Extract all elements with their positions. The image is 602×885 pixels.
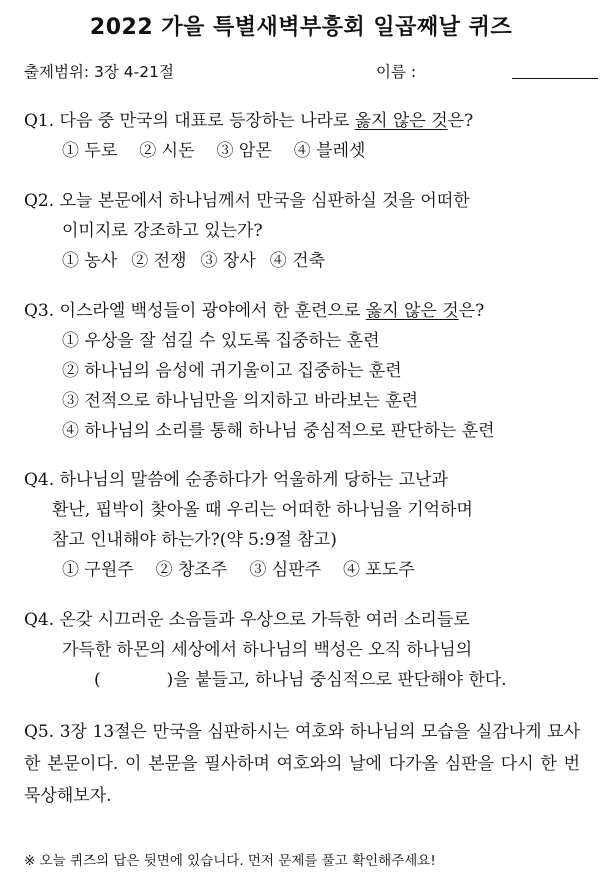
question-3-option-2: ② 하나님의 음성에 귀기울이고 집중하는 훈련 [62, 361, 402, 381]
question-4b-line-2: 가득한 하몬의 세상에서 하나님의 백성은 오직 하나님의 [62, 640, 473, 660]
footer-note: ※ 오늘 퀴즈의 답은 뒷면에 있습니다. 먼저 문제를 풀고 확인해주세요! [24, 853, 436, 869]
option: ④ 블레셋 [293, 141, 366, 161]
question-3-text: Q3. 이스라엘 백성들이 광야에서 한 훈련으로 옳지 않은 것은? [24, 301, 485, 321]
question-4a-line-2: 환난, 핍박이 찾아올 때 우리는 어떠한 하나님을 기억하며 [52, 500, 473, 520]
exam-scope: 출제범위: 3장 4-21절 [24, 63, 174, 81]
option: ② 창조주 [155, 560, 228, 580]
underlined-phrase: 옳지 않은 것 [354, 111, 448, 131]
question-4b-line-1: Q4. 온갖 시끄러운 소음들과 우상으로 가득한 여러 소리들로 [24, 610, 470, 630]
option: ④ 포도주 [343, 560, 415, 580]
question-2-line-1: Q2. 오늘 본문에서 하나님께서 만국을 심판하실 것을 어떠한 [24, 191, 470, 211]
option: ① 농사 [62, 251, 118, 271]
question-1-options [24, 136, 473, 166]
name-label: 이름 : [376, 63, 417, 81]
option: ② 전쟁 [131, 251, 187, 271]
option: ① 두로 [62, 141, 118, 161]
question-4a-line-1: Q4. 하나님의 말씀에 순종하다가 억울하게 당하는 고난과 [24, 470, 448, 490]
question-5: Q5. 3장 13절은 만국을 심판하시는 여호와 하나님의 모습을 실감나게 묘사한 본문이다. 이 본문을 필사하며 여호와의 날에 다가올 심판을 다시 한 번 묵상해보자. [24, 722, 580, 806]
question-3-option-3: ③ 전적으로 하나님만을 의지하고 바라보는 훈련 [62, 391, 419, 411]
underlined-phrase: 옳지 않은 것 [365, 301, 459, 321]
question-1-text: Q1. 다음 중 만국의 대표로 등장하는 나라로 옳지 않은 것은? [24, 111, 474, 131]
option: ④ 건축 [269, 251, 325, 271]
name-blank-line [512, 78, 598, 79]
option: ③ 장사 [200, 251, 256, 271]
quiz-meta [24, 60, 580, 84]
option: ③ 암몬 [216, 141, 272, 161]
question-3-option-1: ① 우상을 잘 섬길 수 있도록 집중하는 훈련 [62, 331, 380, 351]
option: ① 구원주 [62, 560, 134, 580]
question-4a [24, 465, 473, 585]
page-title: 2022 가을 특별새벽부흥회 일곱째날 퀴즈 [89, 15, 513, 40]
option: ② 시돈 [139, 141, 195, 161]
question-4a-line-3: 참고 인내해야 하는가?(약 5:9절 참고) [52, 530, 337, 550]
question-2-line-2: 이미지로 강조하고 있는가? [62, 221, 263, 241]
option: ③ 심판주 [249, 560, 322, 580]
question-4b [24, 605, 507, 695]
question-4a-options [24, 555, 473, 585]
question-1 [24, 106, 473, 166]
question-4b-line-3: ( )을 붙들고, 하나님 중심적으로 판단해야 한다. [94, 670, 507, 690]
question-3-option-4: ④ 하나님의 소리를 통해 하나님 중심적으로 판단하는 훈련 [62, 421, 495, 441]
question-2 [24, 186, 470, 276]
question-2-options [24, 246, 470, 276]
question-3 [24, 296, 495, 446]
